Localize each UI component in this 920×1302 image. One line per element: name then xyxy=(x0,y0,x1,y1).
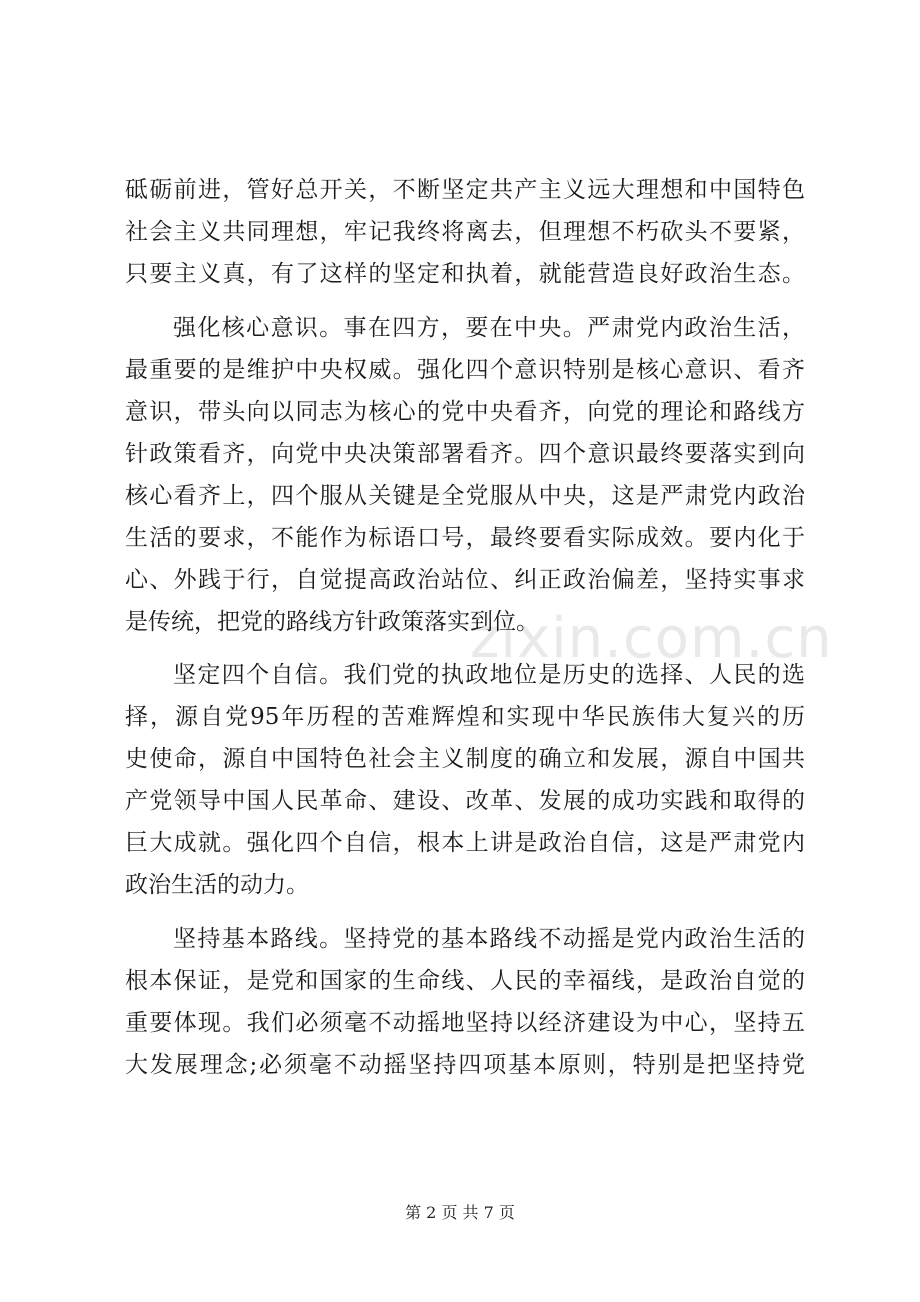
body-line: 最重要的是维护中央权威。强化四个意识特别是核心意识、看齐 xyxy=(125,357,805,383)
page-number-footer: 第 2 页 共 7 页 xyxy=(405,1203,515,1222)
body-line: 是传统，把党的路线方针政策落实到位。 xyxy=(125,609,539,635)
watermark: zixin.com.cn xyxy=(470,606,833,671)
body-line: 大发展理念;必须毫不动摇坚持四项基本原则，特别是把坚持党 xyxy=(125,1052,805,1078)
body-line: 巨大成就。强化四个自信，根本上讲是政治自信，这是严肃党内 xyxy=(125,830,805,856)
body-line: 心、外践于行，自觉提高政治站位、纠正政治偏差，坚持实事求 xyxy=(125,567,805,593)
body-line: 只要主义真，有了这样的坚定和执着，就能营造良好政治生态。 xyxy=(125,261,805,287)
paragraph-heading-line: 坚定四个自信。我们党的执政地位是历史的选择、人民的选 xyxy=(173,662,805,688)
body-line: 产党领导中国人民革命、建设、改革、发展的成功实践和取得的 xyxy=(125,788,805,814)
body-line: 择，源自党95年历程的苦难辉煌和实现中华民族伟大复兴的历 xyxy=(125,704,805,730)
body-line: 意识，带头向以同志为核心的党中央看齐，向党的理论和路线方 xyxy=(125,399,805,425)
body-line: 社会主义共同理想，牢记我终将离去，但理想不朽砍头不要紧， xyxy=(125,219,805,245)
paragraph-heading-line: 强化核心意识。事在四方，要在中央。严肃党内政治生活， xyxy=(173,315,805,341)
body-line: 史使命，源自中国特色社会主义制度的确立和发展，源自中国共 xyxy=(125,746,805,772)
body-line: 政治生活的动力。 xyxy=(125,872,309,898)
paragraph-heading-line: 坚持基本路线。坚持党的基本路线不动摇是党内政治生活的 xyxy=(173,926,805,952)
body-line: 重要体现。我们必须毫不动摇地坚持以经济建设为中心，坚持五 xyxy=(125,1010,805,1036)
body-line: 砥砺前进，管好总开关，不断坚定共产主义远大理想和中国特色 xyxy=(125,177,805,203)
body-line: 核心看齐上，四个服从关键是全党服从中央，这是严肃党内政治 xyxy=(125,483,805,509)
body-line: 生活的要求，不能作为标语口号，最终要看实际成效。要内化于 xyxy=(125,525,805,551)
body-line: 针政策看齐，向党中央决策部署看齐。四个意识最终要落实到向 xyxy=(125,441,805,467)
body-line: 根本保证，是党和国家的生命线、人民的幸福线，是政治自觉的 xyxy=(125,968,805,994)
